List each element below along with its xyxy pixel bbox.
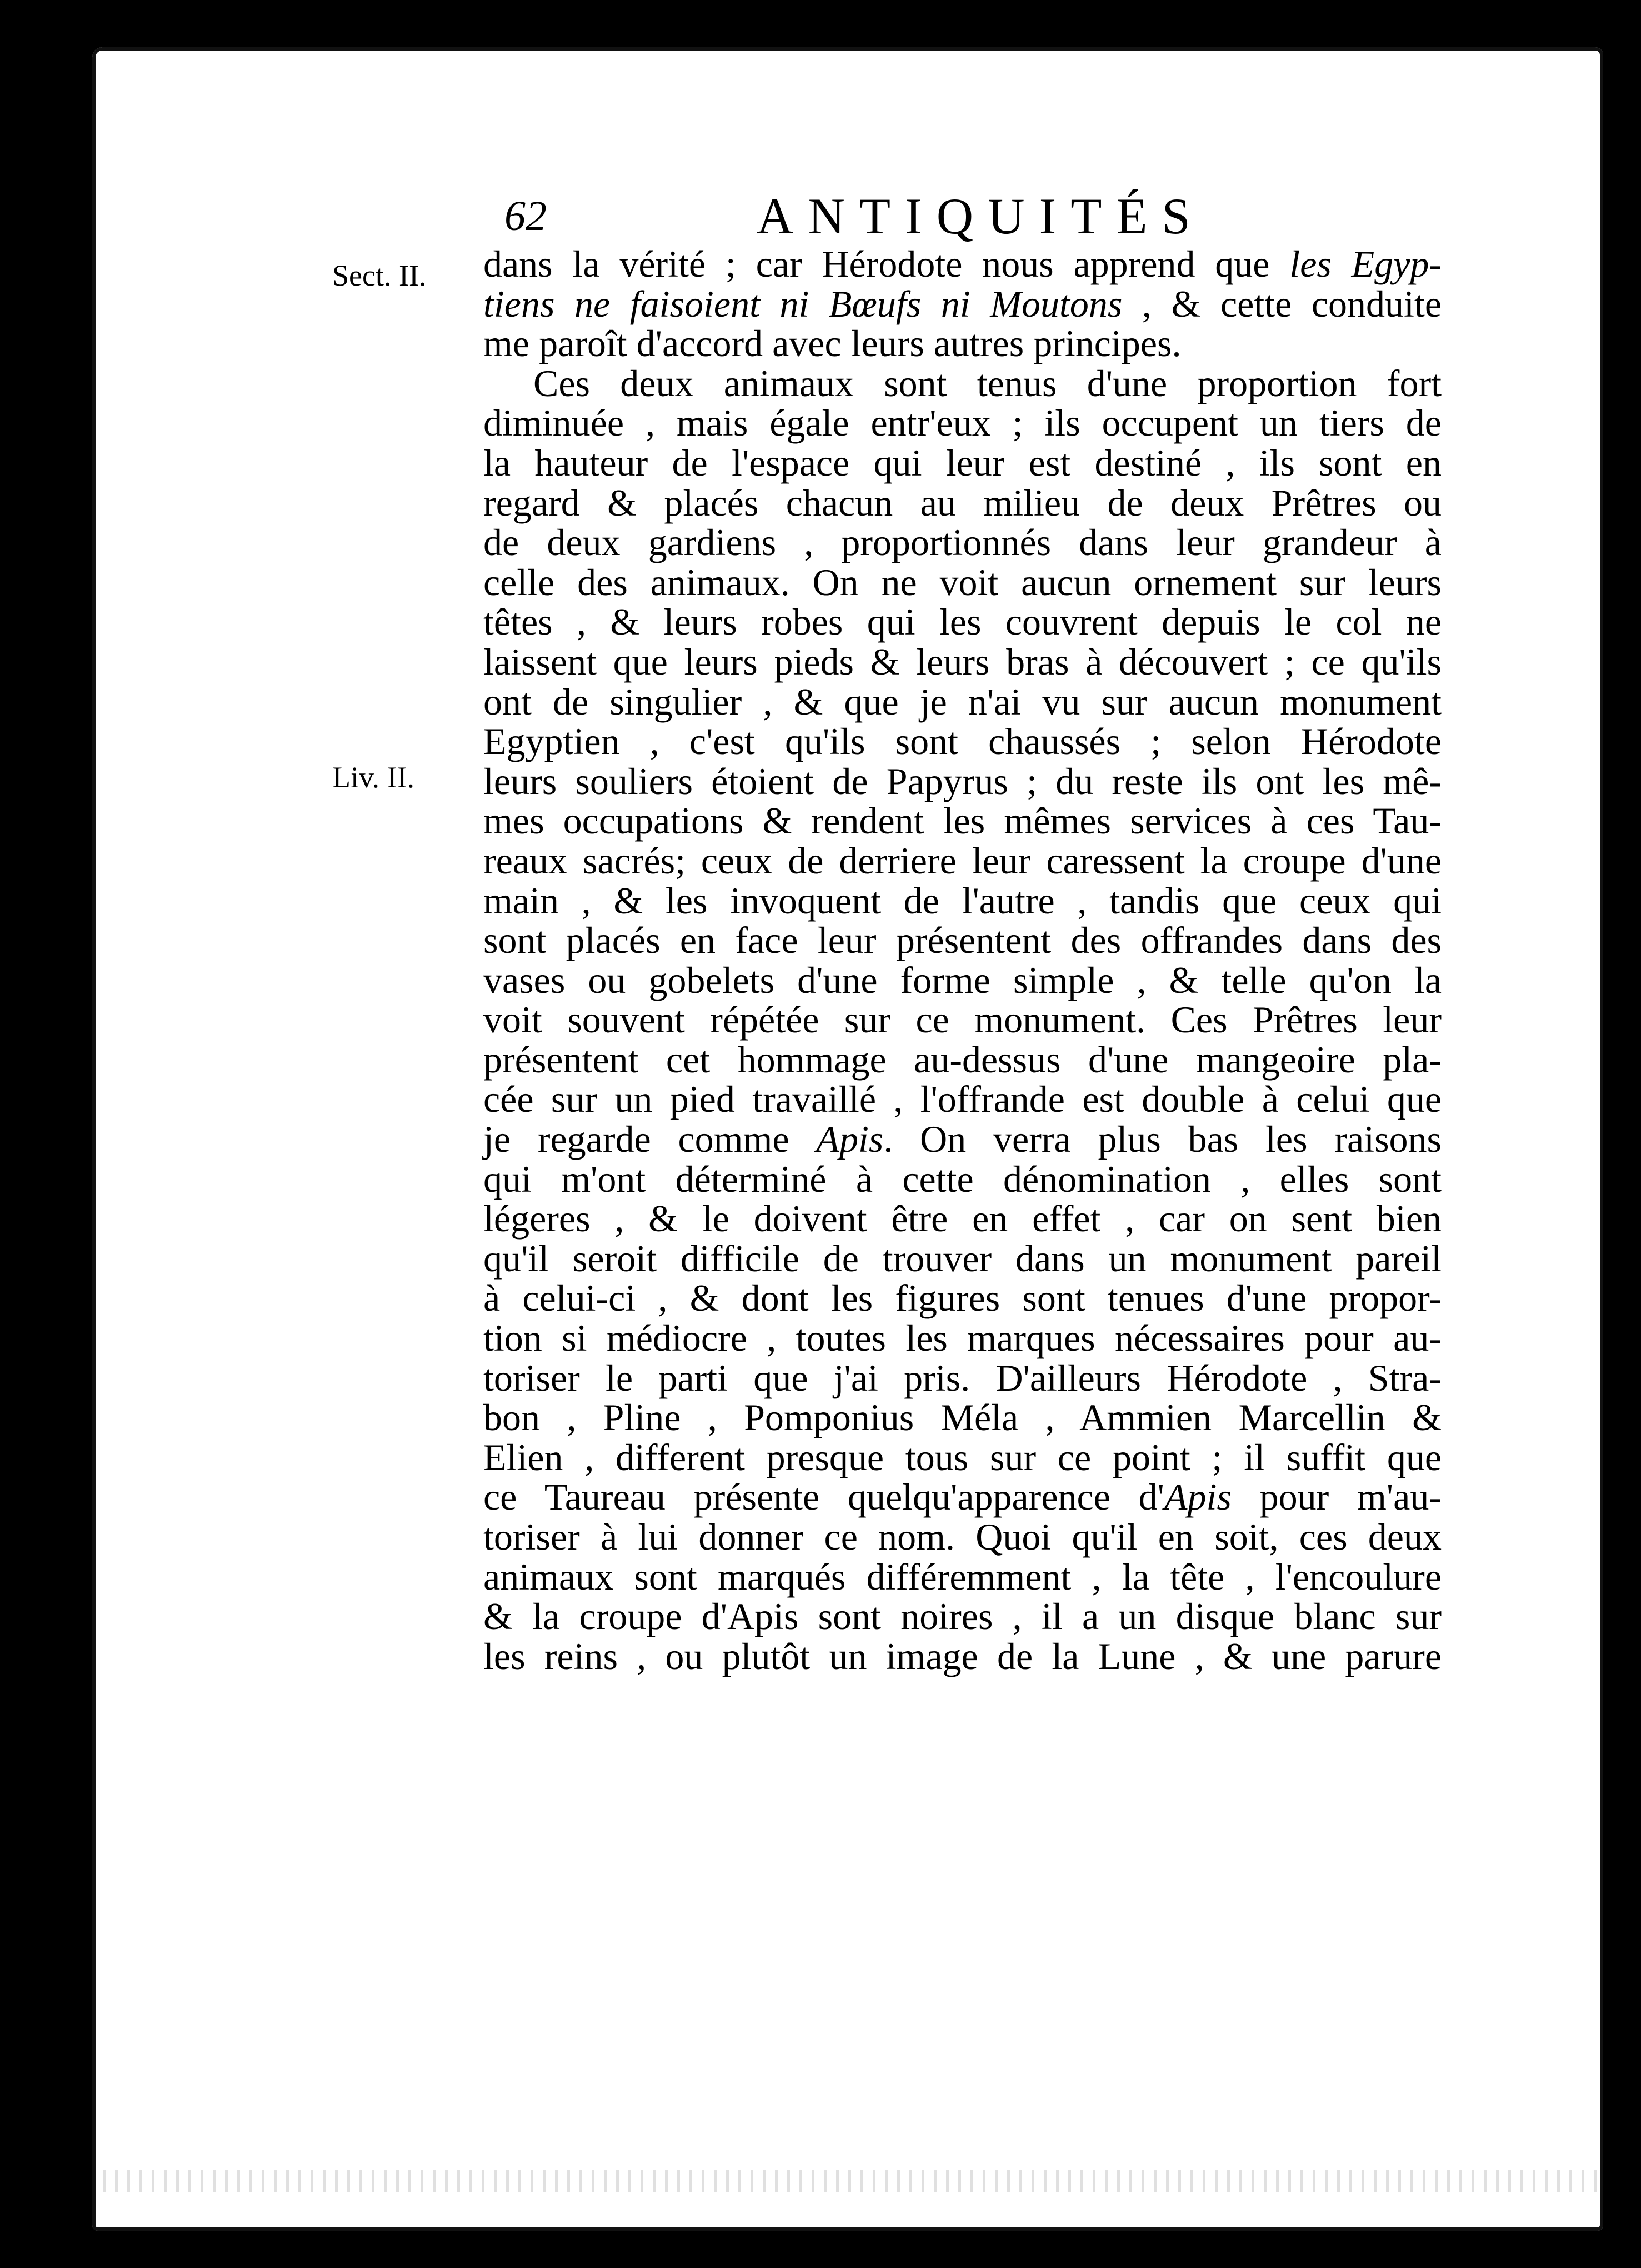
text-line: mes occupations & rendent les mêmes services à ces Tau- bbox=[483, 800, 1442, 842]
margin-note-section: Sect. II. bbox=[332, 259, 427, 292]
text-line: légeres , & le doivent être en effet , car on sent bien bbox=[483, 1197, 1442, 1240]
text-line: Elien , different presque tous sur ce point ; il suffit que bbox=[483, 1436, 1442, 1478]
text-line: vases ou gobelets d'une forme simple , & telle qu'on la bbox=[483, 958, 1442, 1001]
text-line: ont de singulier , & que je n'ai vu sur aucun monument bbox=[483, 680, 1442, 723]
text-line: Ces deux animaux sont tenus d'une proportion fort bbox=[533, 362, 1442, 404]
text-line: tiens ne faisoient ni Bœufs ni Moutons , & cette conduite bbox=[483, 282, 1442, 325]
text-line: reaux sacrés; ceux de derriere leur caressent la croupe d'une bbox=[483, 839, 1442, 882]
page-number: 62 bbox=[504, 193, 547, 239]
text-line: toriser le parti que j'ai pris. D'ailleurs Hérodote , Stra- bbox=[483, 1356, 1442, 1399]
text-line: de deux gardiens , proportionnés dans leur grandeur à bbox=[483, 521, 1442, 564]
text-line: à celui-ci , & dont les figures sont tenues d'une propor- bbox=[483, 1277, 1442, 1320]
body-text bbox=[483, 244, 1442, 1676]
text-line: diminuée , mais égale entr'eux ; ils occupent un tiers de bbox=[483, 402, 1442, 444]
text-line: qui m'ont déterminé à cette dénomination , elles sont bbox=[483, 1157, 1442, 1200]
text-line: dans la vérité ; car Hérodote nous apprend que les Egyp- bbox=[483, 243, 1442, 285]
text-line: sont placés en face leur présentent des offrandes dans des bbox=[483, 919, 1442, 962]
text-line: je regarde comme Apis. On verra plus bas les raisons bbox=[483, 1118, 1442, 1161]
text-line: les reins , ou plutôt un image de la Lune , & une parure bbox=[483, 1635, 1442, 1677]
text-line: celle des animaux. On ne voit aucun ornement sur leurs bbox=[483, 561, 1442, 603]
text-line: & la croupe d'Apis sont noires , il a un disque blanc sur bbox=[483, 1595, 1442, 1638]
text-line: laissent que leurs pieds & leurs bras à découvert ; ce qu'ils bbox=[483, 640, 1442, 683]
text-line: leurs souliers étoient de Papyrus ; du reste ils ont les mê- bbox=[483, 760, 1442, 802]
text-line: têtes , & leurs robes qui les couvrent depuis le col ne bbox=[483, 601, 1442, 643]
text-line: main , & les invoquent de l'autre , tandis que ceux qui bbox=[483, 879, 1442, 922]
text-line: tion si médiocre , toutes les marques nécessaires pour au- bbox=[483, 1317, 1442, 1360]
text-line: la hauteur de l'espace qui leur est destiné , ils sont en bbox=[483, 441, 1442, 484]
text-line: qu'il seroit difficile de trouver dans un monument pareil bbox=[483, 1237, 1442, 1280]
text-line: regard & placés chacun au milieu de deux Prêtres ou bbox=[483, 481, 1442, 524]
text-line: Egyptien , c'est qu'ils sont chaussés ; selon Hérodote bbox=[483, 720, 1442, 763]
text-line: cée sur un pied travaillé , l'offrande est double à celui que bbox=[483, 1078, 1442, 1121]
text-line: bon , Pline , Pomponius Méla , Ammien Marcellin & bbox=[483, 1396, 1442, 1439]
text-line: ce Taureau présente quelqu'apparence d'Apis pour m'au- bbox=[483, 1476, 1442, 1518]
text-line: animaux sont marqués différemment , la tête , l'encoulure bbox=[483, 1555, 1442, 1598]
text-line: présentent cet hommage au-dessus d'une mangeoire pla- bbox=[483, 1038, 1442, 1081]
text-line: voit souvent répétée sur ce monument. Ces Prêtres leur bbox=[483, 998, 1442, 1041]
text-line: toriser à lui donner ce nom. Quoi qu'il en soit, ces deux bbox=[483, 1516, 1442, 1558]
page-edge bbox=[98, 2170, 1598, 2192]
margin-note-book: Liv. II. bbox=[332, 761, 414, 794]
text-line: me paroît d'accord avec leurs autres principes. bbox=[483, 322, 1182, 365]
running-title: ANTIQUITÉS bbox=[757, 188, 1205, 244]
